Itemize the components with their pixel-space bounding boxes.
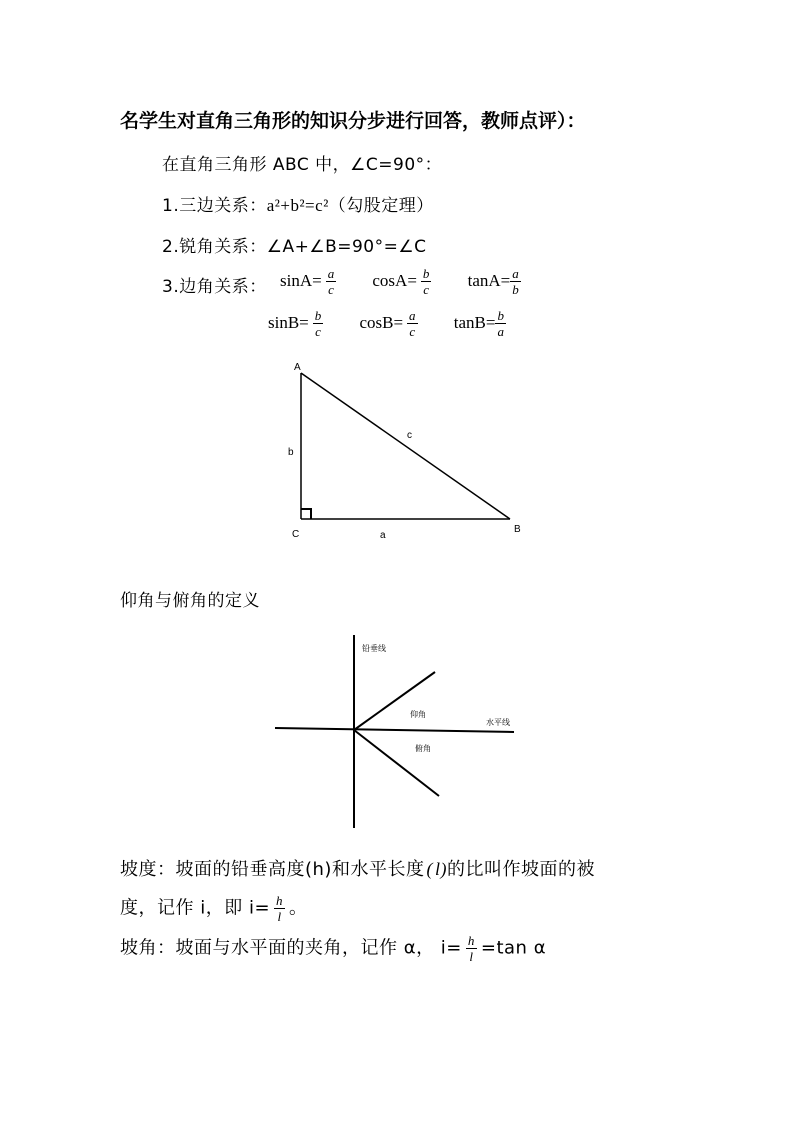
slope-angle-tan: =tan α bbox=[480, 937, 547, 959]
depression-angle-label: 俯角 bbox=[415, 744, 431, 753]
trig-fraction: $\frac{a}{c}$ bbox=[327, 266, 335, 297]
right-triangle-diagram bbox=[0, 0, 794, 560]
angle-section-title: 仰角与俯角的定义 bbox=[120, 591, 260, 611]
slope-line1-tail: 的比叫作坡面的被 bbox=[446, 859, 595, 880]
slope-line2-end: 。 bbox=[289, 897, 308, 919]
vertex-c-label: C bbox=[292, 529, 300, 540]
trig-name: cosA= bbox=[372, 271, 417, 290]
slope-angle-fraction: $\frac{h}{l}$ bbox=[467, 933, 475, 964]
trig-fraction: $\frac{b}{c}$ bbox=[422, 266, 430, 297]
trig-fraction: $\frac{a}{b}$ bbox=[512, 266, 519, 297]
vertical-line-label: 铅垂线 bbox=[362, 644, 386, 653]
trig-name: sinA= bbox=[280, 271, 322, 290]
slope-definition-line1: 坡度：坡面的铅垂高度(h)和水平长度 ( l)的比叫作坡面的被 bbox=[120, 859, 595, 880]
item3-label: 3.边角关系： bbox=[162, 277, 267, 297]
slope-line1-text: 坡度：坡面的铅垂高度(h)和水平长度 bbox=[120, 859, 425, 880]
horizontal-line bbox=[275, 728, 514, 732]
side-a-label: a bbox=[380, 530, 386, 541]
right-angle-mark bbox=[301, 509, 311, 519]
slope-angle-line bbox=[120, 933, 546, 964]
section-heading: 名学生对直角三角形的知识分步进行回答，教师点评）： bbox=[120, 110, 586, 132]
horizontal-line-label: 水平线 bbox=[486, 718, 510, 727]
side-b-label: b bbox=[288, 447, 294, 458]
slope-line2-text: 度，记作 i，即 i= bbox=[120, 897, 271, 919]
vertex-b-label: B bbox=[514, 524, 521, 535]
slope-length-symbol: l bbox=[434, 859, 441, 879]
trig-name: cosB= bbox=[359, 313, 404, 332]
slope-definition-line2 bbox=[120, 893, 308, 924]
slope-fraction: $\frac{h}{l}$ bbox=[276, 893, 284, 924]
item2-label: 2.锐角关系： bbox=[162, 237, 267, 257]
elevation-angle-label: 仰角 bbox=[410, 710, 426, 719]
side-c-label: c bbox=[407, 430, 412, 441]
trig-name: tanA= bbox=[467, 271, 511, 290]
elevation-ray bbox=[354, 672, 435, 730]
pythagorean-formula: a²+b²=c² bbox=[266, 196, 329, 215]
item1-note: （勾股定理） bbox=[328, 196, 434, 216]
item1-label: 1.三边关系： bbox=[162, 196, 267, 216]
trig-fraction: $\frac{b}{a}$ bbox=[497, 308, 504, 339]
vertex-a-label: A bbox=[294, 362, 301, 373]
slope-angle-text: 坡角：坡面与水平面的夹角，记作 α， i= bbox=[120, 937, 462, 959]
trig-name: tanB= bbox=[453, 313, 496, 332]
hypotenuse-line bbox=[301, 373, 510, 519]
elevation-depression-diagram bbox=[0, 620, 794, 840]
depression-ray bbox=[354, 730, 439, 796]
intro-line: 在直角三角形 ABC 中，∠C=90°： bbox=[162, 155, 443, 175]
trig-fraction: $\frac{b}{c}$ bbox=[314, 308, 322, 339]
angles-formula: ∠A+∠B=90°=∠C bbox=[266, 237, 427, 257]
trig-name: sinB= bbox=[268, 313, 309, 332]
trig-fraction: $\frac{a}{c}$ bbox=[409, 308, 416, 339]
